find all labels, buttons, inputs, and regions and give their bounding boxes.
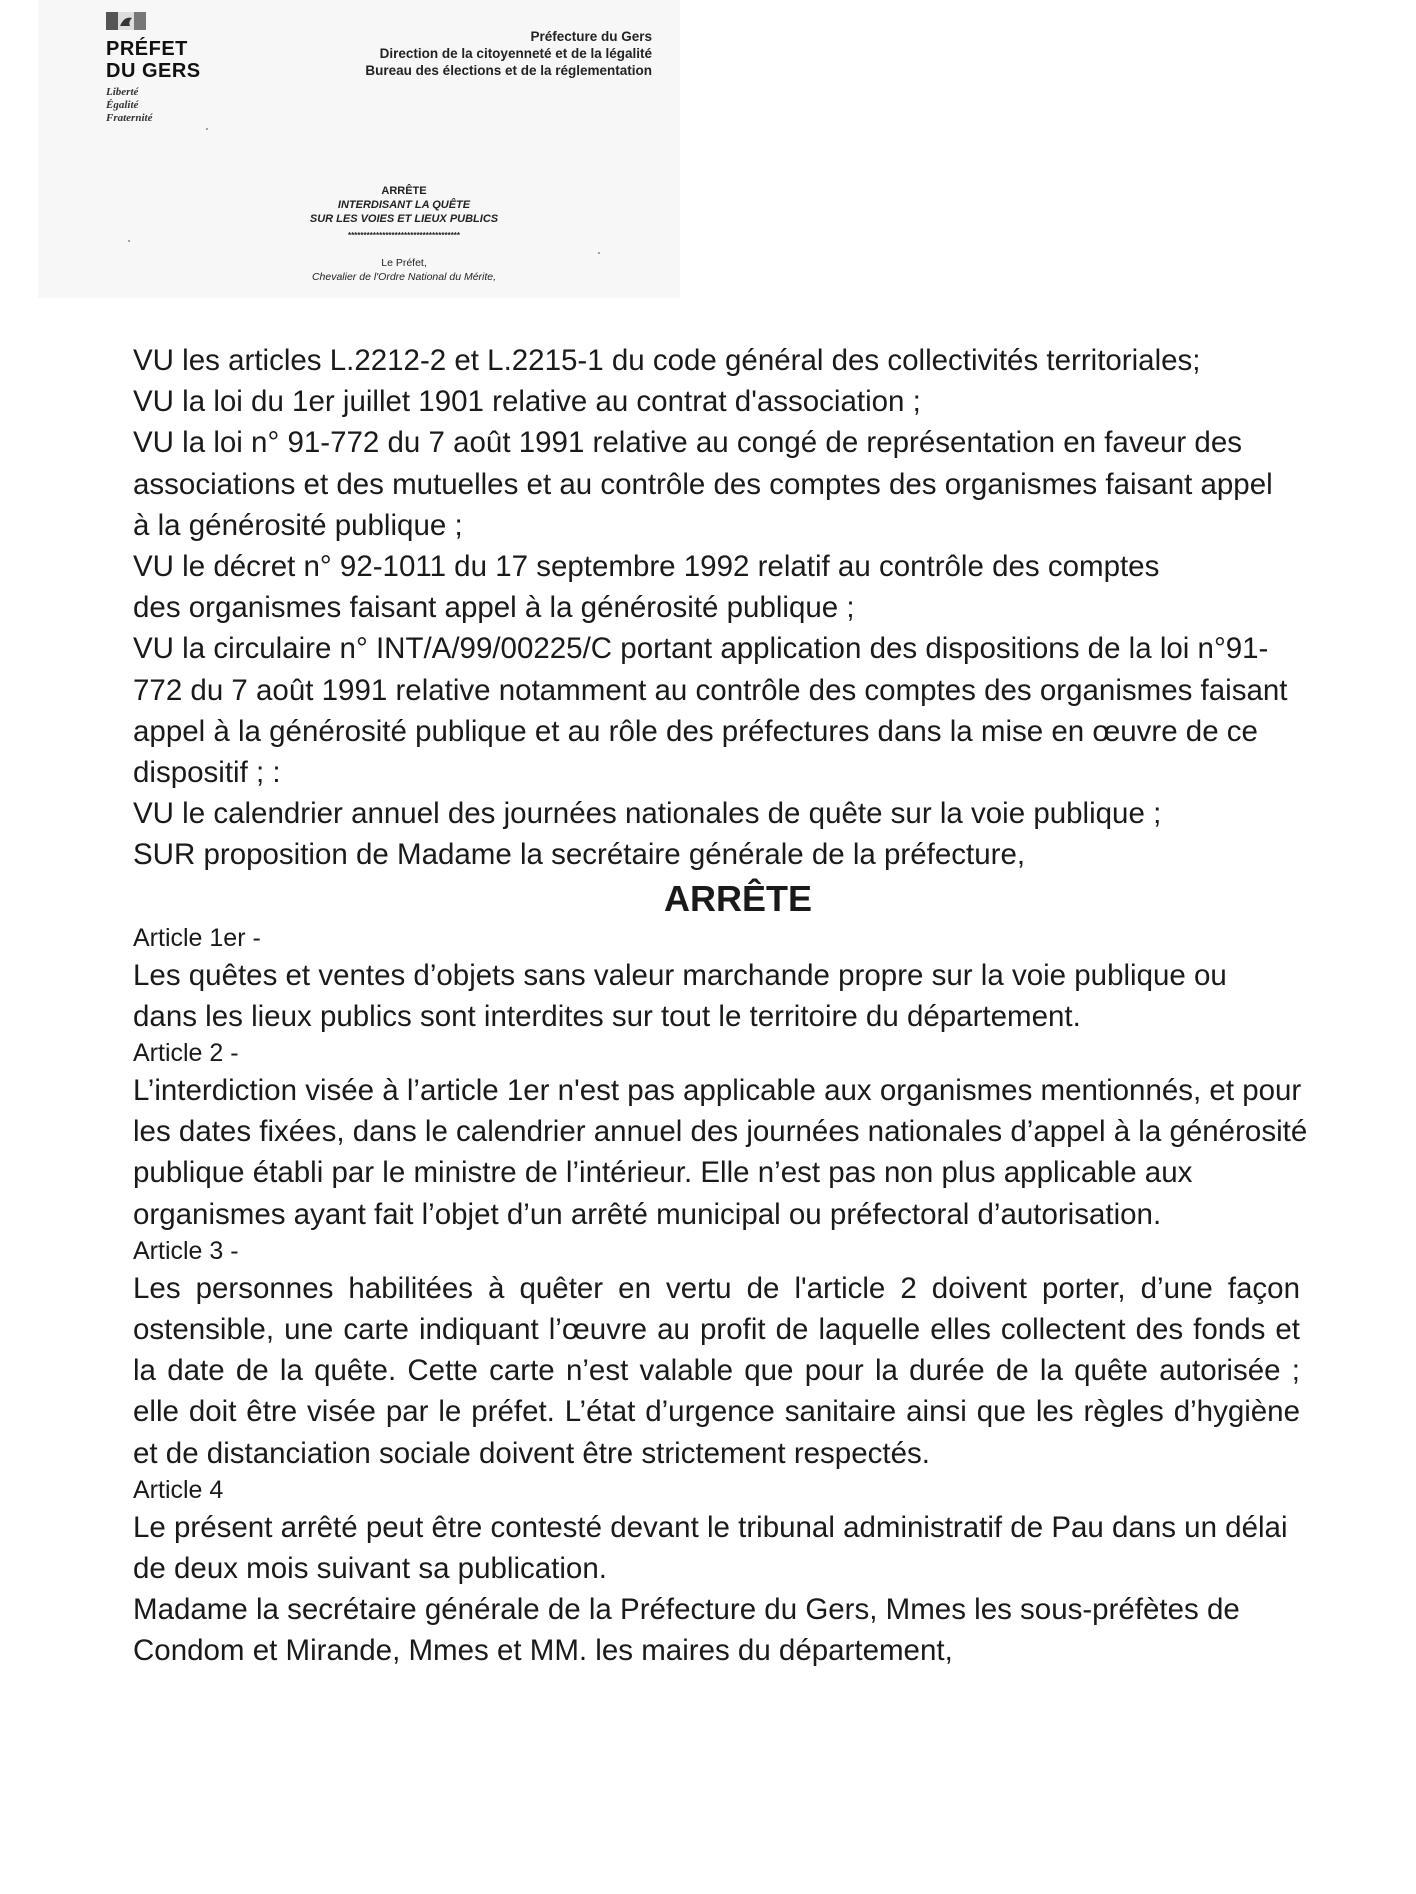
scan-speck — [128, 240, 130, 242]
marianne-logo-icon — [106, 12, 160, 34]
article-2-text: L’interdiction visée à l’article 1er n'est pas applicable aux organismes mentionnés, et pour les dates fixées, dans le calendrier annuel des journées nationales d’appel à la générosité publique établi par le ministre de l’intérieur. Elle n’est pas non plus applicable aux organismes ayant fait l’objet d’un arrêté municipal ou préfectoral d’autorisation. — [133, 1074, 1308, 1231]
service-header: Préfecture du Gers Direction de la citoyenneté et de la légalité Bureau des élections et de la réglementation — [365, 29, 652, 78]
document-body — [133, 340, 1313, 1672]
visa-1: VU les articles L.2212-2 et L.2215-1 du code général des collectivités territoriales; — [133, 344, 1201, 377]
visa-3: VU la loi n° 91-772 du 7 août 1991 relative au congé de représentation en faveur des associations et des mutuelles et au contrôle des comptes des organismes faisant appel à la générosité publique ; — [133, 426, 1273, 542]
separator-stars: ************************************ — [347, 231, 461, 240]
republic-motto: Liberté Égalité Fraternité — [106, 86, 153, 124]
scan-speck — [206, 128, 208, 130]
prefet-title: PRÉFET DU GERS — [106, 38, 201, 82]
visa-4: VU le décret n° 92-1011 du 17 septembre 1992 relatif au contrôle des comptes des organismes faisant appel à la générosité publique ; — [133, 550, 1160, 625]
scan-speck — [598, 252, 600, 254]
article-1-heading: Article 1er - — [133, 923, 261, 952]
visa-6: VU le calendrier annuel des journées nationales de quête sur la voie publique ; — [133, 797, 1162, 831]
article-3-heading: Article 3 - — [133, 1236, 239, 1265]
article-4-text: Le présent arrêté peut être contesté devant le tribunal administratif de Pau dans un délai de deux mois suivant sa publication. — [133, 1510, 1288, 1586]
visa-7: SUR proposition de Madame la secrétaire générale de la préfecture, — [133, 838, 1026, 872]
letterhead — [38, 0, 680, 298]
article-2-heading: Article 2 - — [133, 1039, 239, 1068]
visa-5: VU la circulaire n° INT/A/99/00225/C portant application des dispositions de la loi n°91-772 du 7 août 1991 relative notamment au contrôle des comptes des organismes faisant appel à la générosité publique et au rôle des préfectures dans la mise en œuvre de ce dispositif ; : — [133, 632, 1288, 790]
decision-title: ARRÊTE — [663, 877, 812, 919]
visa-2: VU la loi du 1er juillet 1901 relative au contrat d'association ; — [133, 385, 921, 419]
arrete-heading: ARRÊTE INTERDISANT LA QUÊTE SUR LES VOIES ET LIEUX PUBLICS ************************************ — [280, 184, 528, 243]
signatory: Le Préfet, Chevalier de l'Ordre National du Mérite, — [311, 257, 497, 283]
closing-paragraph: Madame la secrétaire générale de la Préfecture du Gers, Mmes les sous-préfètes de Condom et Mirande, Mmes et MM. les maires du département, — [133, 1593, 1240, 1668]
article-4-heading: Article 4 — [133, 1475, 224, 1504]
article-3-text: Les personnes habilitées à quêter en vertu de l'article 2 doivent porter, d’une façon ostensible, une carte indiquant l’œuvre au profit de laquelle elles collectent des fonds et la date de la quête. Cette carte n’est valable que pour la durée de la quête autorisée ; elle doit être visée par le préfet. L’état d’urgence sanitaire ainsi que les règles d’hygiène et de distanciation sociale doivent être strictement respectés. — [133, 1271, 1300, 1470]
article-1-text: Les quêtes et ventes d’objets sans valeur marchande propre sur la voie publique ou dans les lieux publics sont interdites sur tout le territoire du département. — [133, 958, 1227, 1033]
